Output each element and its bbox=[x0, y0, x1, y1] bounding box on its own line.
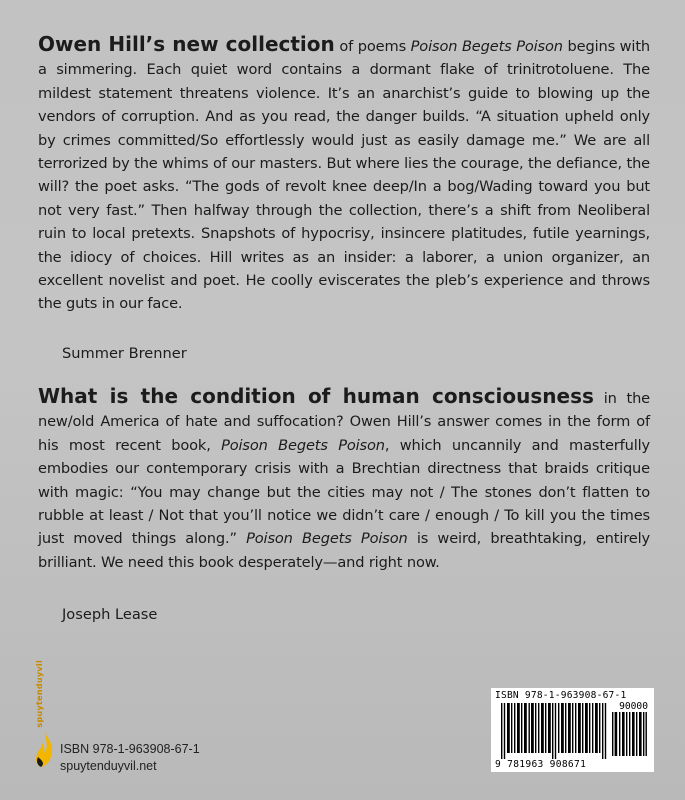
isbn-text: ISBN 978-1-963908-67-1 bbox=[60, 742, 200, 756]
flame-icon bbox=[33, 730, 55, 768]
blurb-joseph-lease bbox=[38, 385, 650, 574]
barcode-digits: 9 781963 908671 bbox=[495, 759, 587, 770]
book-title: Poison Begets Poison bbox=[410, 38, 563, 55]
barcode-icon bbox=[501, 703, 607, 759]
barcode-panel bbox=[491, 688, 654, 772]
publisher-logo-text: spuytenduyvil bbox=[35, 660, 44, 728]
book-title: Poison Begets Poison bbox=[246, 530, 408, 548]
blurb-text: begins with a simmering. Each quiet word contains a dormant flake of trinitrotoluene. The mildest statement threatens violence. It’s an anarchist’s guide to blowing up the vendors of corruption. And as you read, the danger builds. “A situation upheld only by crimes committed/So effortlessly would just as easily damage me.” We are all terrorized by the whims of our masters. But where lies the courage, the defiance, the will? the poet asks. “The gods of revolt knee deep/In a bog/Wading toward you but not very fast.” Then halfway through the collection, there’s a shift from Neoliberal ruin to local pretexts. Snapshots of hypocrisy, insincere platitudes, futile yearnings, the idiocy of choices. Hill writes as an insider: a laborer, a union organizer, an excellent novelist and poet. He coolly eviscerates the pleb’s experience and throws the guts in our face. bbox=[38, 38, 651, 313]
blurb-author: Summer Brenner bbox=[62, 345, 187, 362]
blurb-text: of poems bbox=[334, 38, 411, 55]
publisher-website: spuytenduyvil.net bbox=[60, 759, 157, 773]
barcode-addon-icon bbox=[612, 712, 648, 756]
publisher-imprint bbox=[60, 741, 200, 775]
blurb-author: Joseph Lease bbox=[62, 606, 158, 623]
blurb-summer-brenner bbox=[38, 33, 650, 316]
blurb-lead: What is the condition of human consciousness bbox=[38, 384, 594, 408]
blurb-text: , which uncannily and masterfully embodies our contemporary crisis with a Brechtian directness that braids critique with magic: “You may change but the cities may not / The stones don’t flatten to rubble at least / Not that you’ll notice we didn’t care / enough / To kill you the times just moved things along.” bbox=[38, 436, 651, 548]
blurb-lead: Owen Hill’s new collection bbox=[38, 32, 335, 56]
blurb-text: is weird, breathtaking, entirely brilliant. We need this book desperately—and right now. bbox=[38, 530, 650, 571]
barcode-isbn-label: ISBN 978-1-963908-67-1 bbox=[495, 690, 627, 701]
barcode-price-code: 90000 bbox=[619, 701, 648, 712]
book-title: Poison Begets Poison bbox=[221, 436, 385, 454]
blurb-text: in the new/old America of hate and suffocation? Owen Hill’s answer comes in the form of his most recent book, bbox=[38, 390, 651, 454]
